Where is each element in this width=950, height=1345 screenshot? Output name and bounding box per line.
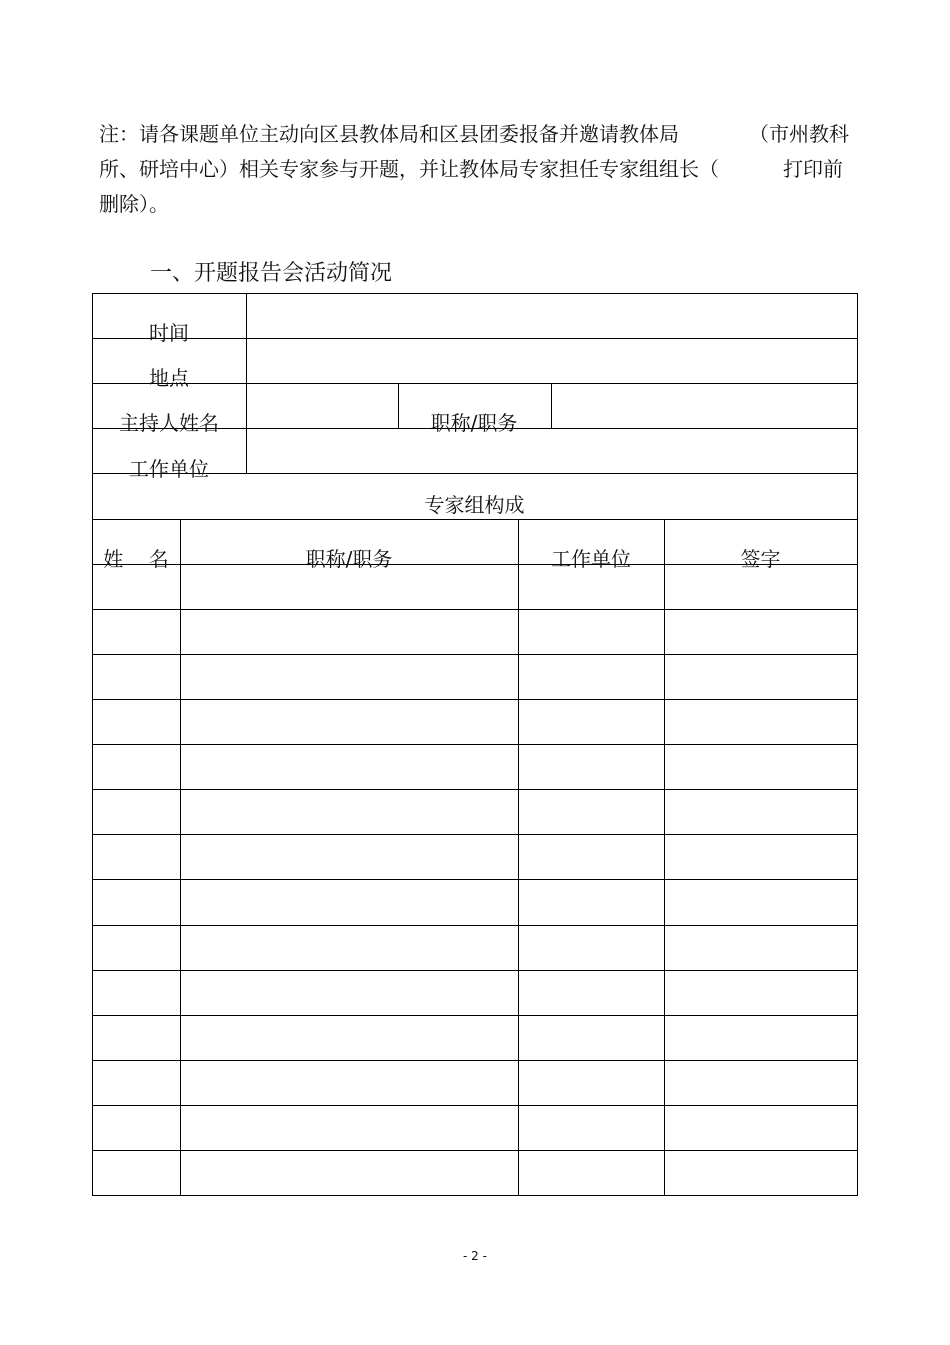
table-vertical-line	[551, 383, 552, 429]
table-horizontal-line	[92, 293, 858, 294]
time-label: 时间	[149, 321, 189, 345]
expert-table-row	[92, 654, 857, 699]
expert-table-row	[92, 789, 857, 834]
page-number: - 2 -	[463, 1249, 487, 1263]
title-position-label: 职称/职务	[430, 411, 518, 435]
expert-table-row	[92, 1060, 857, 1105]
expert-table-row	[92, 1105, 857, 1150]
expert-table-row	[92, 699, 857, 744]
expert-group-label: 专家组构成	[424, 493, 525, 517]
table-vertical-line	[518, 519, 519, 1196]
expert-table-row	[92, 834, 857, 879]
column-header-title-position: 职称/职务	[305, 547, 393, 571]
note-line-1: 注：请各课题单位主动向区县教体局和区县团委报备并邀请教体局	[99, 122, 679, 146]
expert-table-row	[92, 879, 857, 924]
location-label: 地点	[149, 366, 189, 390]
note-line-2-tail: 打印前	[783, 157, 843, 181]
expert-table-row	[92, 1150, 857, 1195]
host-name-label: 主持人姓名	[119, 411, 219, 435]
table-horizontal-line	[92, 519, 858, 520]
expert-table-row	[92, 925, 857, 970]
table-vertical-line	[180, 519, 181, 1196]
column-header-signature: 签字	[740, 547, 781, 571]
note-line-1-tail: （市州教科	[749, 122, 849, 146]
expert-table-row	[92, 970, 857, 1015]
expert-table-row	[92, 609, 857, 654]
table-vertical-line	[664, 519, 665, 1196]
column-header-name: 姓 名	[103, 547, 169, 571]
note-line-3: 删除）。	[99, 192, 169, 216]
section-title: 一、开题报告会活动简况	[150, 261, 393, 286]
note-line-2: 所、研培中心）相关专家参与开题，并让教体局专家担任专家组组长（	[99, 157, 719, 181]
table-vertical-line	[246, 293, 247, 474]
column-header-work-unit: 工作单位	[551, 547, 631, 571]
expert-table-row	[92, 1015, 857, 1060]
table-horizontal-line	[92, 1195, 858, 1196]
work-unit-label: 工作单位	[129, 457, 209, 481]
expert-table-row	[92, 744, 857, 789]
